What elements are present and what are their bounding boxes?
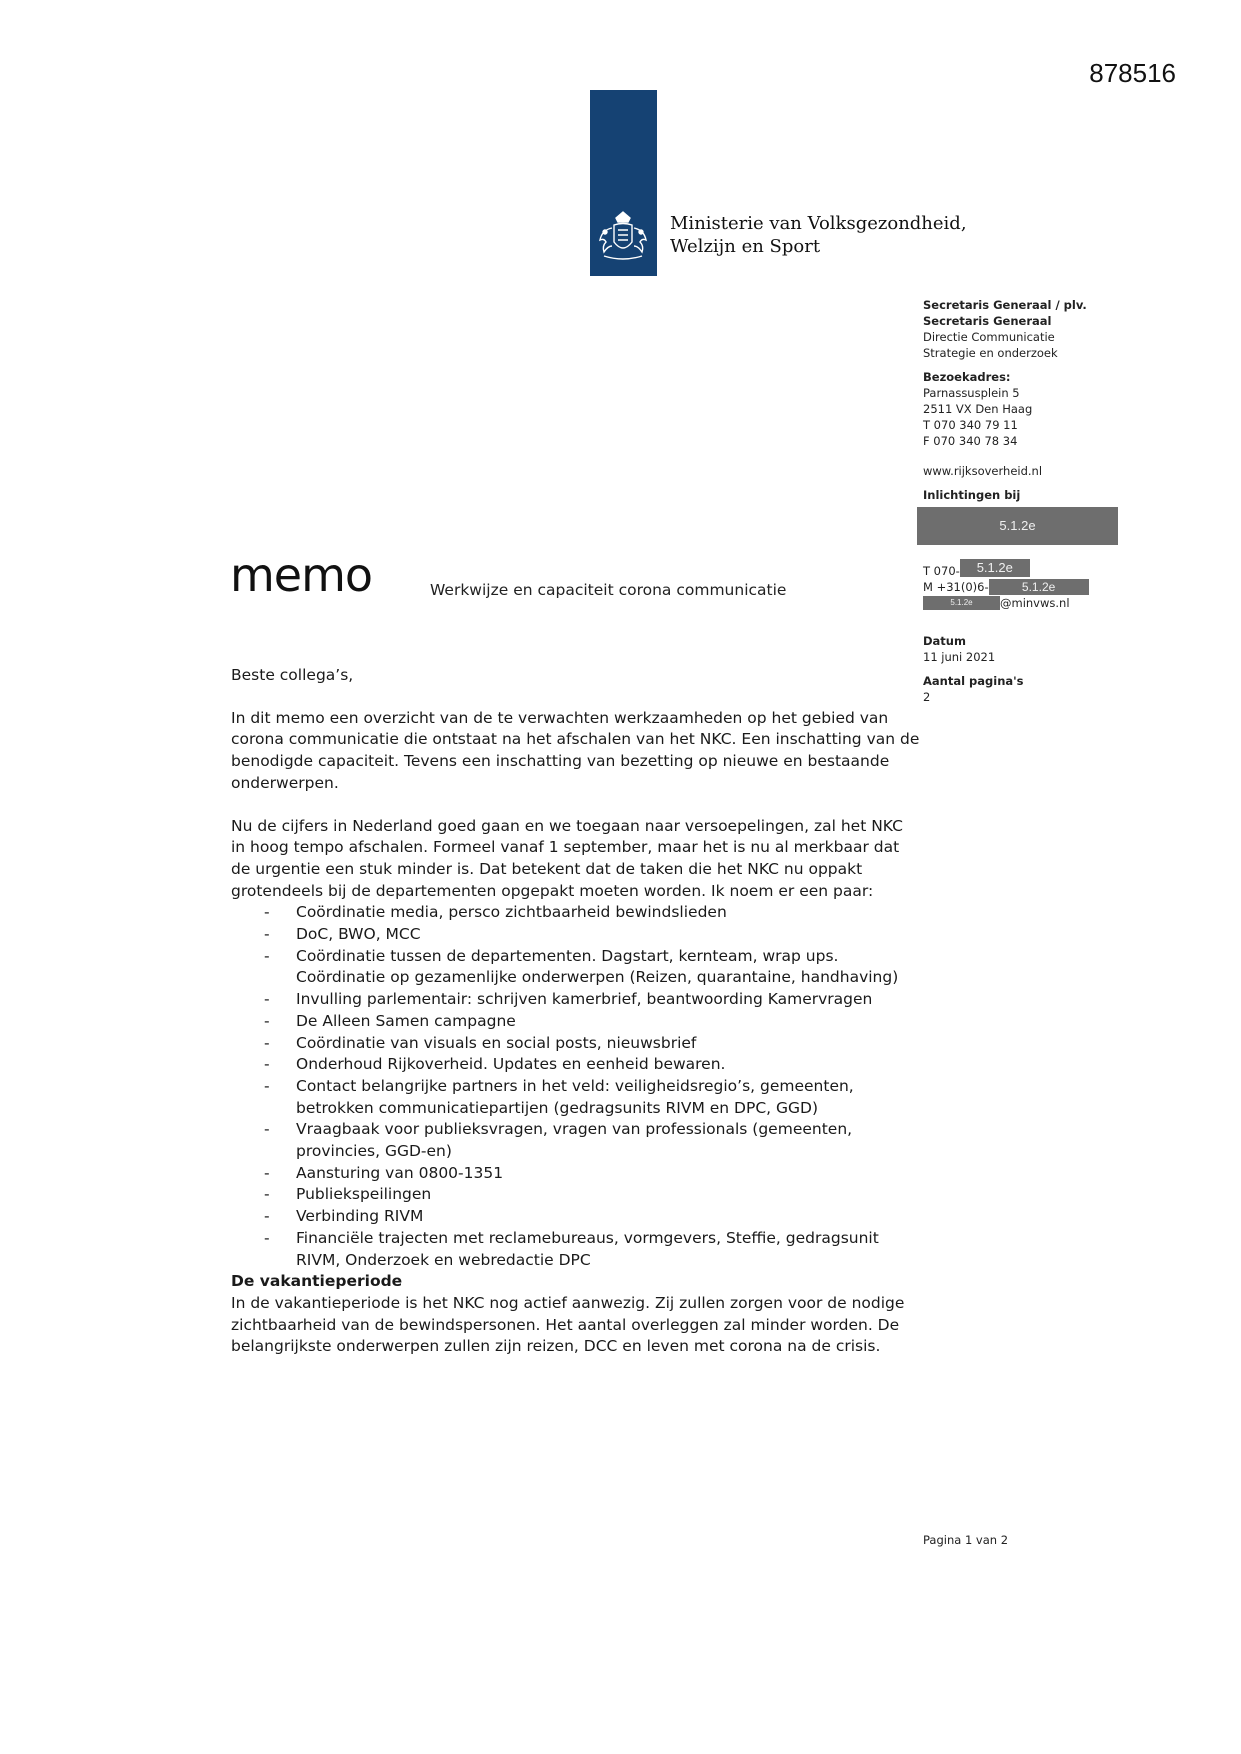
- list-item: [231, 1184, 921, 1206]
- address-line: 2511 VX Den Haag: [923, 402, 1033, 416]
- bullet-dash: -: [264, 990, 270, 1009]
- bullet-dash: -: [264, 1120, 270, 1139]
- info-label: Inlichtingen bij: [923, 488, 1021, 502]
- list-item: [231, 924, 921, 946]
- address-line: Parnassusplein 5: [923, 386, 1020, 400]
- list-item-text: Publiekspeilingen: [296, 1185, 432, 1204]
- bullet-dash: -: [264, 946, 270, 965]
- list-item-text: Financiële trajecten met reclamebureaus, vormgevers, Steffie, gedragsunit RIVM, Onderzoek en webredactie DPC: [296, 1228, 879, 1269]
- redacted-name-box: 5.1.2e: [917, 507, 1118, 545]
- bullet-dash: -: [264, 1185, 270, 1204]
- list-item-text: Aansturing van 0800-1351: [296, 1163, 504, 1182]
- ministry-name-line1: Ministerie van Volksgezondheid,: [670, 213, 967, 234]
- list-item: [231, 989, 921, 1011]
- department-line: Secretaris Generaal: [923, 314, 1052, 328]
- list-item-text: Coördinatie media, persco zichtbaarheid bewindslieden: [296, 903, 727, 922]
- contact-mobile-prefix: M +31(0)6-: [923, 580, 989, 594]
- visit-address-label: Bezoekadres:: [923, 370, 1011, 384]
- department-line: Secretaris Generaal / plv.: [923, 298, 1087, 312]
- redacted-email: 5.1.2e: [923, 596, 1000, 610]
- redacted-mobile: 5.1.2e: [989, 579, 1089, 595]
- fax-number: F 070 340 78 34: [923, 434, 1018, 448]
- ministry-logo: [590, 90, 657, 276]
- list-item-text: De Alleen Samen campagne: [296, 1011, 516, 1030]
- bullet-dash: -: [264, 1207, 270, 1226]
- bullet-dash: -: [264, 925, 270, 944]
- intro-paragraph: In dit memo een overzicht van de te verwachten werkzaamheden op het gebied van corona communicatie die ontstaat na het afschalen van het NKC. Een inschatting van de benodigde capaciteit. Tevens een inschatting van bezetting op nieuwe en bestaande onderwerpen.: [231, 708, 920, 792]
- department-line: Directie Communicatie: [923, 330, 1055, 344]
- ministry-name: [670, 212, 967, 258]
- date-value: 11 juni 2021: [923, 650, 996, 664]
- bullet-dash: -: [264, 1033, 270, 1052]
- sender-sidebar: [923, 297, 1163, 705]
- page-count-value: 2: [923, 690, 931, 704]
- list-item: [231, 1076, 921, 1119]
- bullet-dash: -: [264, 1076, 270, 1095]
- royal-crest-icon: [594, 208, 652, 266]
- bullet-dash: -: [264, 1228, 270, 1247]
- list-item: [231, 1163, 921, 1185]
- list-item-text: DoC, BWO, MCC: [296, 925, 421, 944]
- context-paragraph: Nu de cijfers in Nederland goed gaan en we toegaan naar versoepelingen, zal het NKC in hoog tempo afschalen. Formeel vanaf 1 september, maar het is nu al merkbaar dat de urgentie een stuk minder is. Dat betekent dat de taken die het NKC nu oppakt grotendeels bij de departementen opgepakt moeten worden. Ik noem er een paar:: [231, 816, 903, 900]
- list-item: [231, 1228, 921, 1271]
- list-item: [231, 1033, 921, 1055]
- bullet-dash: -: [264, 1055, 270, 1074]
- memo-body: [231, 665, 921, 1358]
- section-paragraph: In de vakantieperiode is het NKC nog actief aanwezig. Zij zullen zorgen voor de nodige zichtbaarheid van de bewindspersonen. Het aantal overleggen zal minder worden. De belangrijkste onderwerpen zullen zijn reizen, DCC en leven met corona na de crisis.: [231, 1293, 905, 1356]
- list-item-text: Contact belangrijke partners in het veld: veiligheidsregio’s, gemeenten, betrokken communicatiepartijen (gedragsunits RIVM en DPC, GGD): [296, 1076, 854, 1117]
- redacted-phone: 5.1.2e: [960, 559, 1030, 577]
- bullet-dash: -: [264, 1011, 270, 1030]
- contact-mobile-line: [923, 579, 1163, 595]
- bullet-dash: -: [264, 1163, 270, 1182]
- list-item: [231, 1119, 921, 1162]
- email-suffix: @minvws.nl: [1000, 596, 1070, 610]
- list-item: [231, 902, 921, 924]
- task-list: [231, 902, 921, 1271]
- list-item-text: Onderhoud Rijkoverheid. Updates en eenheid bewaren.: [296, 1055, 726, 1074]
- department-line: Strategie en onderzoek: [923, 346, 1058, 360]
- list-item-text: Coördinatie tussen de departementen. Dagstart, kernteam, wrap ups. Coördinatie op gezamenlijke onderwerpen (Reizen, quarantaine, handhaving): [296, 946, 899, 987]
- list-item-text: Verbinding RIVM: [296, 1207, 424, 1226]
- phone-number: T 070 340 79 11: [923, 418, 1018, 432]
- section-heading: De vakantieperiode: [231, 1272, 403, 1291]
- contact-phone-prefix: T 070-: [923, 564, 960, 578]
- page-indicator: Pagina 1 van 2: [923, 1533, 1009, 1547]
- list-item: [231, 1054, 921, 1076]
- contact-phone-line: [923, 560, 1163, 579]
- website-link[interactable]: www.rijksoverheid.nl: [923, 464, 1043, 478]
- list-item: [231, 946, 921, 989]
- list-item: [231, 1206, 921, 1228]
- list-item-text: Coördinatie van visuals en social posts, nieuwsbrief: [296, 1033, 697, 1052]
- memo-subject: Werkwijze en capaciteit corona communicatie: [430, 581, 787, 599]
- page-count-label: Aantal pagina's: [923, 674, 1024, 688]
- list-item-text: Invulling parlementair: schrijven kamerbrief, beantwoording Kamervragen: [296, 990, 873, 1009]
- document-number: 878516: [1089, 58, 1176, 88]
- greeting: Beste collega’s,: [231, 666, 354, 684]
- list-item: [231, 1011, 921, 1033]
- date-label: Datum: [923, 634, 966, 648]
- list-item-text: Vraagbaak voor publieksvragen, vragen van professionals (gemeenten, provincies, GGD-en): [296, 1120, 853, 1161]
- contact-email-line: [923, 595, 1163, 611]
- memo-title: memo: [230, 548, 373, 602]
- ministry-name-line2: Welzijn en Sport: [670, 236, 821, 257]
- bullet-dash: -: [264, 903, 270, 922]
